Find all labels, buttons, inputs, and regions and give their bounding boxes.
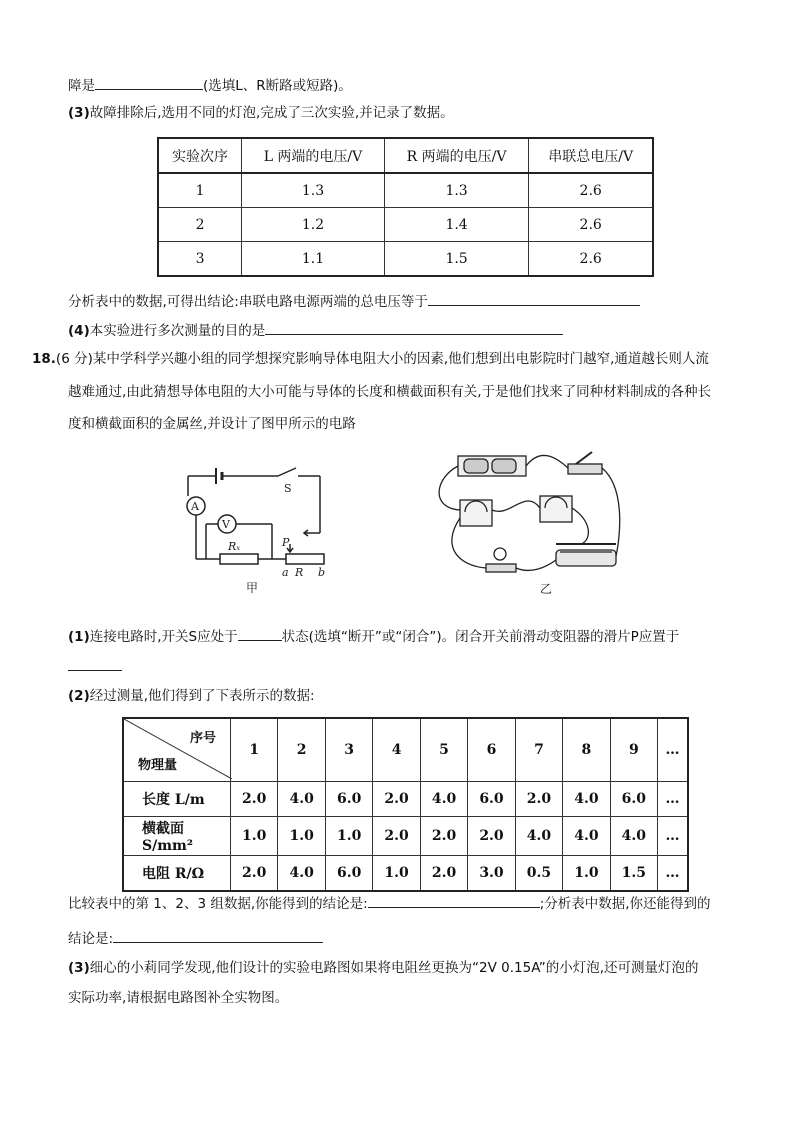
table-cell: 2: [158, 208, 242, 242]
switch-label: S: [284, 482, 292, 495]
table-cell: 6.0: [325, 856, 372, 892]
question-18-text-1: (6 分)某中学科学兴趣小组的同学想探究影响导体电阻大小的因素,他们想到出电影院时门越窄,通道越长则人流: [55, 351, 709, 367]
column-header: …: [658, 718, 688, 782]
table-cell: 4.0: [278, 856, 325, 892]
fault-blank[interactable]: [95, 75, 203, 90]
table-row: [158, 173, 653, 208]
table-row: [123, 817, 688, 856]
sub-1-text-b: 状态(选填“断开”或“闭合”)。闭合开关前滑动变阻器的滑片P应置于: [281, 629, 680, 645]
table-corner-cell: [123, 718, 231, 782]
question-18-line-2: 越难通过,由此猜想导体电阻的大小可能与导体的长度和横截面积有关,于是他们找来了同种材料制成的各种长: [68, 384, 712, 400]
question-18-line-3: 度和横截面积的金属丝,并设计了图甲所示的电路: [68, 416, 356, 432]
row-header: 电阻 R/Ω: [123, 856, 231, 892]
table-cell: 2.0: [420, 856, 467, 892]
table-cell: 1.3: [384, 173, 529, 208]
column-header: 8: [563, 718, 610, 782]
table-header: 串联总电压/V: [529, 138, 653, 173]
question-3-line: [68, 103, 454, 123]
analysis-blank[interactable]: [428, 291, 640, 306]
switch-state-blank[interactable]: [238, 626, 282, 641]
sub-2-line: [68, 686, 315, 706]
table-header: 实验次序: [158, 138, 242, 173]
table-cell: 6.0: [610, 782, 657, 817]
sub-3-line-2: 实际功率,请根据电路图补全实物图。: [68, 990, 289, 1006]
table-cell: 1.4: [384, 208, 529, 242]
table-cell: 4.0: [610, 817, 657, 856]
table-header-row: [123, 718, 688, 782]
table-header: L 两端的电压/V: [242, 138, 385, 173]
row-header: 横截面 S/mm²: [123, 817, 231, 856]
table-row: [158, 208, 653, 242]
table-header: R 两端的电压/V: [384, 138, 529, 173]
compare-text-a: 比较表中的第 1、2、3 组数据,你能得到的结论是:: [68, 896, 368, 912]
sub-1-text-a: 连接电路时,开关S应处于: [89, 629, 238, 645]
fault-suffix: (选填L、R断路或短路)。: [203, 78, 352, 94]
table-cell: 1.0: [231, 817, 278, 856]
table-cell: 1.5: [384, 242, 529, 277]
sub-3-number: (3): [68, 960, 90, 976]
column-header: 9: [610, 718, 657, 782]
sub-3-line-1: [68, 958, 699, 978]
table-cell: 2.0: [373, 782, 420, 817]
column-header: 4: [373, 718, 420, 782]
table-cell: 1.0: [563, 856, 610, 892]
table-cell: 1.0: [373, 856, 420, 892]
table-cell: 1.0: [278, 817, 325, 856]
figure-caption-yi: 乙: [540, 582, 553, 596]
table-cell: 2.0: [231, 856, 278, 892]
analysis-text: 分析表中的数据,可得出结论:串联电路电源两端的总电压等于: [68, 294, 428, 310]
table-cell: 4.0: [420, 782, 467, 817]
question-4-number: (4): [68, 323, 90, 339]
resistor-label: Rₓ: [228, 540, 241, 553]
resistance-table: [122, 717, 689, 892]
table-cell: 2.0: [515, 782, 562, 817]
table-row: [123, 856, 688, 892]
fault-line: [68, 75, 352, 96]
column-header: 6: [468, 718, 515, 782]
compare-text-b: ;分析表中数据,你还能得到的: [539, 896, 711, 912]
row-header: 长度 L/m: [123, 782, 231, 817]
compare-blank[interactable]: [368, 893, 540, 908]
question-4-text: 本实验进行多次测量的目的是: [89, 323, 266, 339]
table-cell: 3: [158, 242, 242, 277]
table-cell: 4.0: [563, 817, 610, 856]
table-cell: 6.0: [325, 782, 372, 817]
table-cell: 2.6: [529, 242, 653, 277]
column-header: 3: [325, 718, 372, 782]
table-header-row: [158, 138, 653, 173]
circuit-diagram-jia: [178, 458, 338, 598]
question-3-number: (3): [68, 105, 90, 121]
column-header: 1: [231, 718, 278, 782]
table-cell: 2.0: [420, 817, 467, 856]
table-cell: 1.3: [242, 173, 385, 208]
table-cell: …: [658, 856, 688, 892]
question-4-line: [68, 320, 563, 341]
figure-caption-jia: 甲: [246, 581, 259, 595]
table-cell: 1.5: [610, 856, 657, 892]
conclusion-label: 结论是:: [68, 931, 114, 947]
sub-1-line-2: [68, 656, 122, 677]
table-cell: 2.6: [529, 173, 653, 208]
question-4-blank[interactable]: [265, 320, 563, 335]
table-cell: 2.6: [529, 208, 653, 242]
conclusion-blank[interactable]: [113, 928, 323, 943]
compare-line: [68, 893, 711, 914]
table-cell: 0.5: [515, 856, 562, 892]
sub-3-text-1: 细心的小莉同学发现,他们设计的实验电路图如果将电阻丝更换为“2V 0.15A”的小灯泡,还可测量灯泡的: [89, 960, 699, 976]
slider-position-blank[interactable]: [68, 656, 122, 671]
voltage-table: [157, 137, 654, 277]
sub-1-number: (1): [68, 629, 90, 645]
rheostat-end-b: b: [318, 566, 326, 579]
table-cell: 4.0: [515, 817, 562, 856]
table-row: [158, 242, 653, 277]
table-cell: 1: [158, 173, 242, 208]
conclusion-line: [68, 928, 323, 949]
question-3-text: 故障排除后,选用不同的灯泡,完成了三次实验,并记录了数据。: [89, 105, 454, 121]
table-cell: …: [658, 782, 688, 817]
table-cell: 3.0: [468, 856, 515, 892]
sub-2-number: (2): [68, 688, 90, 704]
table-cell: …: [658, 817, 688, 856]
question-18-number: 18.: [32, 351, 56, 367]
table-cell: 2.0: [373, 817, 420, 856]
table-cell: 1.1: [242, 242, 385, 277]
column-header: 2: [278, 718, 325, 782]
corner-bottom-label: 物理量: [138, 758, 178, 773]
column-header: 5: [420, 718, 467, 782]
analysis-line: [68, 291, 640, 312]
rheostat-end-a: a: [282, 566, 289, 579]
table-cell: 4.0: [563, 782, 610, 817]
apparatus-figure-yi: [430, 448, 630, 598]
table-cell: 1.2: [242, 208, 385, 242]
table-cell: 6.0: [468, 782, 515, 817]
question-18-line-1: [32, 349, 709, 369]
sub-2-text: 经过测量,他们得到了下表所示的数据:: [89, 688, 315, 704]
table-cell: 1.0: [325, 817, 372, 856]
sub-1-line: [68, 626, 679, 647]
fault-prefix: 障是: [68, 78, 95, 94]
table-cell: 4.0: [278, 782, 325, 817]
corner-top-label: 序号: [189, 731, 216, 746]
table-row: [123, 782, 688, 817]
voltmeter-label: V: [222, 518, 230, 531]
table-cell: 2.0: [231, 782, 278, 817]
rheostat-label: R: [295, 566, 304, 579]
column-header: 7: [515, 718, 562, 782]
table-cell: 2.0: [468, 817, 515, 856]
slider-label: P: [282, 536, 290, 549]
ammeter-label: A: [191, 500, 199, 513]
